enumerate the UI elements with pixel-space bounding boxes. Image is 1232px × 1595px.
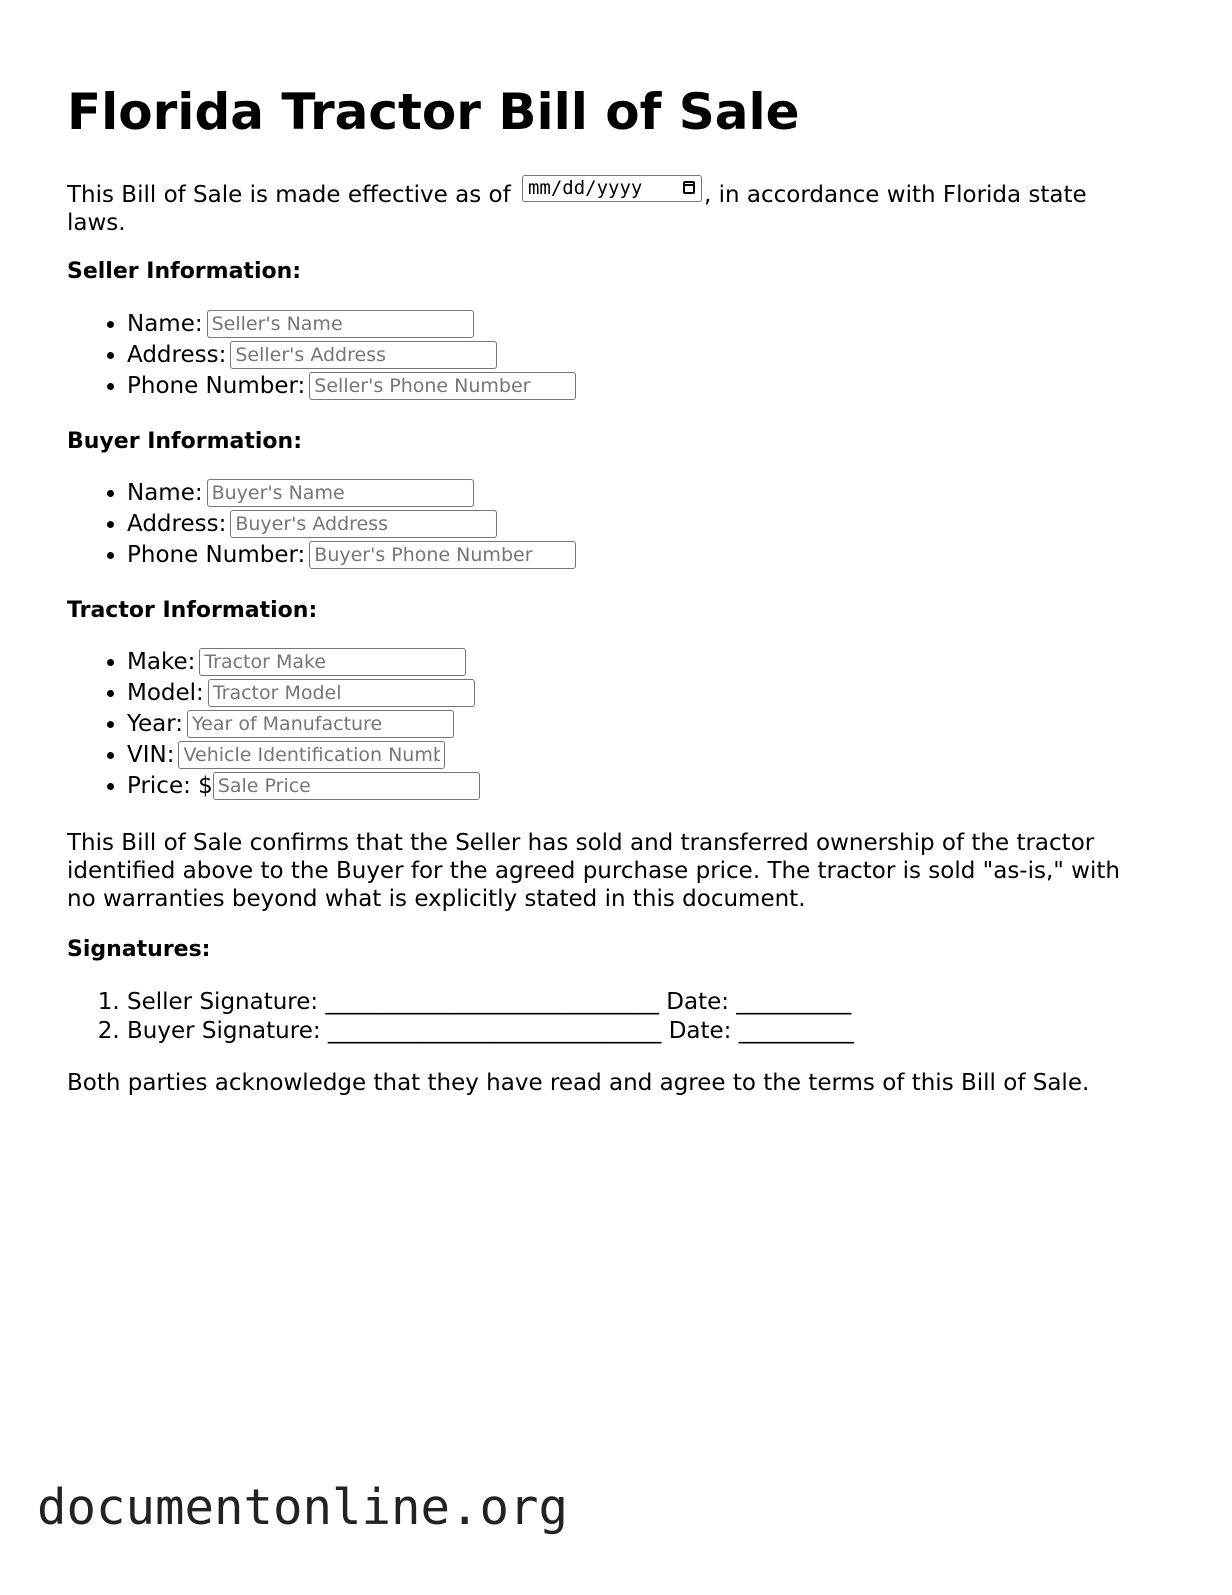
field-label: Model:	[127, 680, 204, 706]
field-label: Make:	[127, 649, 196, 675]
buyer-name-input[interactable]	[207, 479, 474, 507]
tractor-fields	[67, 647, 480, 802]
buyer-signature-line: 2. Buyer Signature: _____________________________ Date: __________	[127, 1017, 854, 1046]
tractor-price-item	[127, 771, 480, 802]
buyer-phone-input[interactable]	[309, 541, 576, 569]
effective-date-input[interactable]	[522, 175, 702, 202]
tractor-make-input[interactable]	[199, 648, 466, 676]
seller-address-input[interactable]	[230, 341, 497, 369]
field-label: Name:	[127, 311, 203, 337]
page-title: Florida Tractor Bill of Sale	[67, 83, 800, 141]
buyer-address-input[interactable]	[230, 510, 497, 538]
effective-date-placeholder: mm/dd/yyyy	[527, 177, 643, 199]
intro-text-after: , in accordance with Florida state laws.	[67, 182, 1087, 236]
watermark: documentonline.org	[37, 1479, 569, 1536]
acknowledgement-paragraph: Both parties acknowledge that they have read and agree to the terms of this Bill of Sale.	[67, 1070, 1090, 1096]
seller-fields	[67, 309, 576, 402]
seller-name-input[interactable]	[207, 310, 474, 338]
field-label: Name:	[127, 480, 203, 506]
buyer-phone-item	[127, 540, 576, 571]
seller-address-item	[127, 340, 576, 371]
field-label: Year:	[127, 711, 184, 737]
confirmation-paragraph: This Bill of Sale confirms that the Seller has sold and transferred ownership of the tractor identified above to the Buyer for the agreed purchase price. The tractor is sold "as-is," with no warranties beyond what is explicitly stated in this document.	[67, 830, 1120, 912]
field-label: Address:	[127, 511, 227, 537]
buyer-address-item	[127, 509, 576, 540]
tractor-heading: Tractor Information:	[67, 598, 318, 623]
field-label: Phone Number:	[127, 373, 306, 399]
field-label: VIN:	[127, 742, 175, 768]
tractor-vin-input[interactable]	[178, 741, 445, 769]
buyer-fields	[67, 478, 576, 571]
seller-signature-line: 1. Seller Signature: _____________________________ Date: __________	[127, 988, 854, 1017]
signatures-heading: Signatures:	[67, 937, 211, 962]
field-label: Address:	[127, 342, 227, 368]
tractor-year-input[interactable]	[187, 710, 454, 738]
seller-phone-item	[127, 371, 576, 402]
tractor-model-input[interactable]	[208, 679, 475, 707]
seller-heading: Seller Information:	[67, 259, 302, 284]
tractor-model-item	[127, 678, 480, 709]
intro-text-before: This Bill of Sale is made effective as of	[67, 182, 511, 208]
field-label: Price: $	[127, 773, 213, 799]
intro-paragraph	[67, 175, 1147, 237]
seller-phone-input[interactable]	[309, 372, 576, 400]
tractor-price-input[interactable]	[213, 772, 480, 800]
calendar-icon[interactable]	[683, 181, 695, 194]
tractor-make-item	[127, 647, 480, 678]
buyer-name-item	[127, 478, 576, 509]
tractor-year-item	[127, 709, 480, 740]
signature-lines	[67, 988, 854, 1046]
buyer-heading: Buyer Information:	[67, 429, 302, 454]
tractor-vin-item	[127, 740, 480, 771]
field-label: Phone Number:	[127, 542, 306, 568]
seller-name-item	[127, 309, 576, 340]
